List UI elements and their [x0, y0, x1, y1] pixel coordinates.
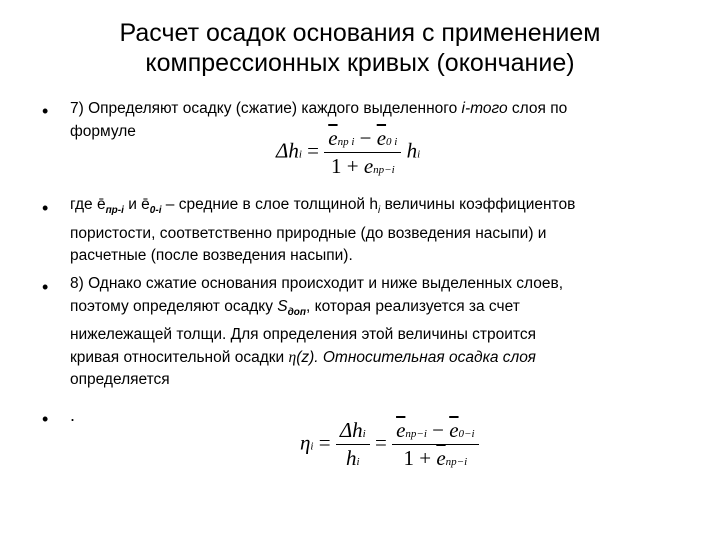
f1-num-e1: $\overline{e}$ [328, 126, 338, 150]
bullet-2-e1: ē [96, 196, 106, 213]
f1-num-s1: пр i [337, 136, 355, 148]
slide-title [40, 18, 680, 78]
bullet-2-pre: где [70, 196, 97, 213]
f1-den-plus: + [346, 154, 359, 178]
bullet-3-line3: нижележащей толщи. Для определения этой величины строится [70, 326, 536, 344]
f1-lhs-sub: i [298, 148, 302, 161]
f1-num-e2: $\overline{e}$ [376, 126, 387, 150]
bullet-1-italic: i-того [461, 100, 508, 117]
f2-f1-den: h [345, 446, 357, 470]
f2-f1-num-sub: i [362, 428, 366, 440]
f1-eq: = [307, 138, 319, 163]
bullet-3-text [70, 273, 700, 392]
f2-den-e: $\overline{e}$ [436, 446, 446, 470]
f1-num-s2: 0 i [386, 136, 398, 148]
f2-eq1: = [318, 430, 331, 455]
slide-title-line1: Расчет осадок основания с применением [119, 19, 601, 47]
bullet-1-part1: 7) Определяют осадку (сжатие) каждого выделенного [70, 100, 462, 117]
bullet-2-post2: величины коэффициентов [380, 196, 576, 213]
bullet-2-mid: и [123, 196, 142, 213]
bullet-3-line5: определяется [70, 371, 170, 389]
formula-1 [276, 126, 420, 179]
bullet-2-sub1: пр-i [105, 205, 124, 217]
f2-f1-denominator [336, 445, 370, 471]
f1-numerator [324, 126, 401, 153]
bullet-3-l2b: , которая реализуется за счет [306, 297, 520, 315]
f2-f2-numerator [392, 418, 478, 445]
slide-title-line2: компрессионных кривых (окончание) [145, 49, 575, 77]
f1-rhs-sub: i [417, 148, 421, 161]
formula-2 [300, 418, 479, 471]
bullet-2-post: – средние в слое толщиной [161, 196, 370, 213]
f2-lhs: η [300, 430, 311, 455]
f1-denominator [324, 153, 401, 179]
bullet-2-line3: расчетные (после возведения насыпи). [70, 247, 353, 265]
bullet-2-line2: пористости, соответственно природные (до возведения насыпи) и [70, 224, 547, 242]
f1-den-e: e [363, 154, 374, 178]
f2-lhs-sub: i [310, 440, 314, 453]
f1-fraction [324, 126, 401, 179]
bullet-1-part2: слоя по [507, 100, 568, 117]
f1-rhs: h [406, 138, 418, 163]
f2-num-s2: 0−i [458, 428, 475, 440]
bullet-3-eta: η [288, 348, 297, 366]
f2-eq2: = [374, 430, 387, 455]
f2-f1-num: Δh [339, 418, 363, 442]
f1-den-s: пр−i [373, 164, 395, 176]
bullet-dot-1: • [42, 101, 49, 121]
bullet-2-sub2: 0-i [149, 205, 162, 217]
f1-num-minus: − [359, 126, 372, 150]
bullet-3-ssub: доп [287, 306, 307, 318]
bullet-2-e2: ē [141, 196, 150, 213]
f2-fraction-1 [336, 418, 370, 471]
bullet-3-l4b: (z). Относительная осадка слоя [296, 348, 536, 366]
bullet-3-line1: 8) Однако сжатие основания происходит и ниже выделенных слоев, [70, 275, 564, 292]
f2-den-one: 1 [403, 446, 414, 470]
bullet-4-text: . [70, 405, 76, 425]
bullet-dot-4: • [42, 409, 49, 429]
f2-num-e2: $\overline{e}$ [449, 418, 459, 442]
f2-num-minus: − [432, 418, 444, 442]
f2-f1-den-sub: i [356, 456, 360, 468]
f1-lhs: Δh [276, 138, 299, 163]
bullet-dot-3: • [42, 277, 49, 297]
bullet-3-l2a: поэтому определяют осадку [70, 297, 278, 315]
f2-num-e1: $\overline{e}$ [396, 418, 406, 442]
bullet-1-line2: формуле [70, 122, 136, 140]
f2-num-s1: пр−i [405, 428, 427, 440]
f2-den-s: пр−i [445, 456, 468, 468]
bullet-2-text [70, 194, 700, 268]
bullet-2-h: h [369, 196, 379, 213]
f2-f1-numerator [336, 418, 370, 445]
f2-fraction-2 [392, 418, 478, 471]
bullet-dot-2: • [42, 198, 49, 218]
bullet-2-hsub: i [378, 205, 381, 217]
f1-den-one: 1 [330, 154, 342, 178]
bullet-3-s: S [277, 297, 288, 315]
bullet-3-l4a: кривая относительной осадки [70, 348, 289, 366]
f2-den-plus: + [419, 446, 432, 470]
f2-f2-denominator [392, 445, 478, 471]
